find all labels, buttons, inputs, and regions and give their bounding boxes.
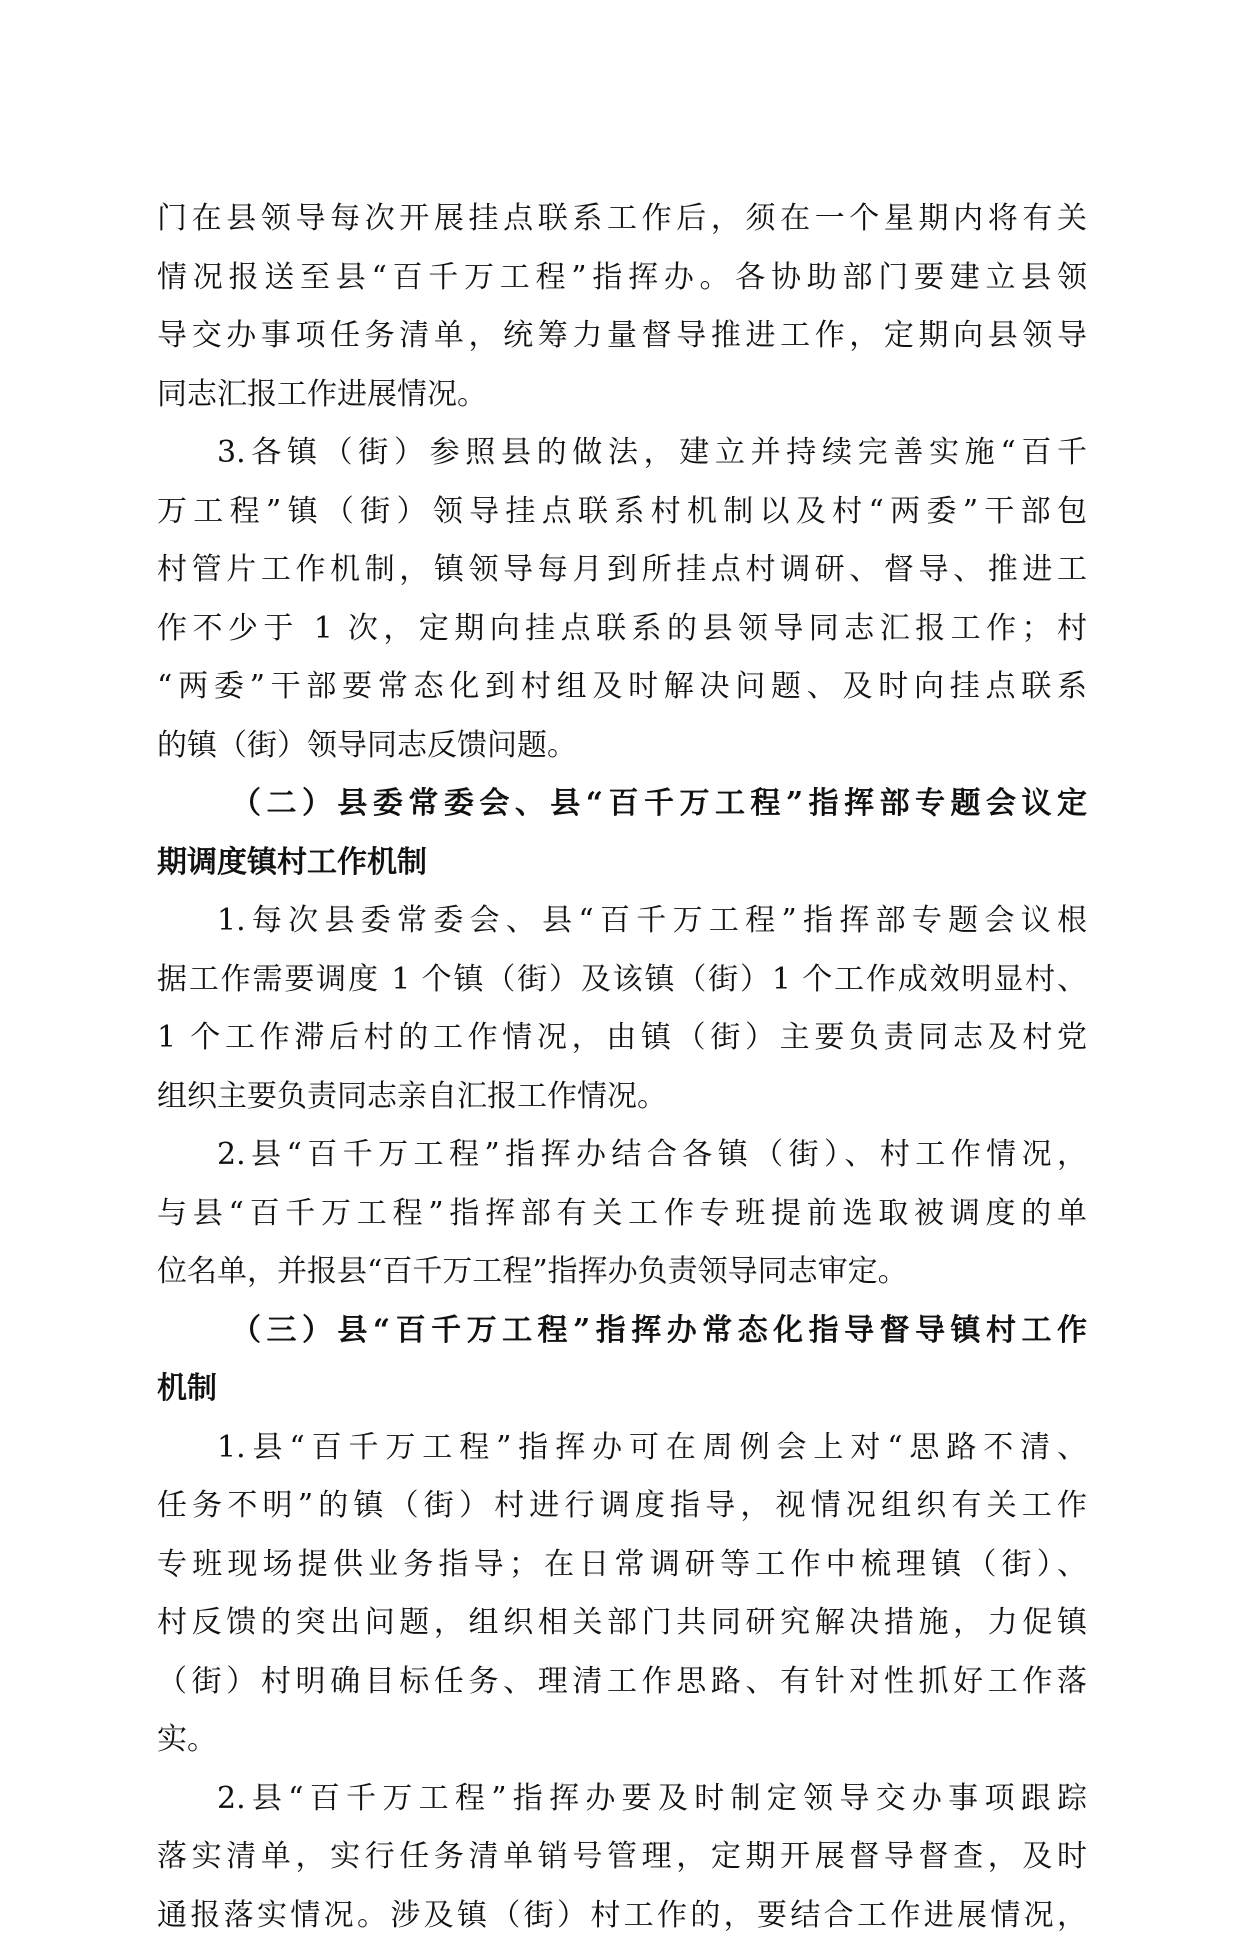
text-line: 专班现场提供业务指导；在日常调研等工作中梳理镇（街）、 bbox=[157, 1536, 1087, 1595]
text-line: 据工作需要调度 1 个镇（街）及该镇（街）1 个工作成效明显村、 bbox=[157, 951, 1087, 1010]
text-line: 同志汇报工作进展情况。 bbox=[157, 366, 1087, 425]
section-heading: （三）县“百千万工程”指挥办常态化指导督导镇村工作 bbox=[157, 1302, 1087, 1361]
text-line: （街）村明确目标任务、理清工作思路、有针对性抓好工作落 bbox=[157, 1653, 1087, 1712]
text-line: 3.各镇（街）参照县的做法，建立并持续完善实施“百千 bbox=[157, 424, 1087, 483]
text-line: 1 个工作滞后村的工作情况，由镇（街）主要负责同志及村党 bbox=[157, 1009, 1087, 1068]
text-line: 实。 bbox=[157, 1711, 1087, 1770]
text-line: 作不少于 1 次，定期向挂点联系的县领导同志汇报工作；村 bbox=[157, 600, 1087, 659]
text-line: 1.县“百千万工程”指挥办可在周例会上对“思路不清、 bbox=[157, 1419, 1087, 1478]
text-line: 2.县“百千万工程”指挥办结合各镇（街）、村工作情况， bbox=[157, 1126, 1087, 1185]
text-line: 2.县“百千万工程”指挥办要及时制定领导交办事项跟踪 bbox=[157, 1770, 1087, 1829]
text-line: 与县“百千万工程”指挥部有关工作专班提前选取被调度的单 bbox=[157, 1185, 1087, 1244]
section-heading: 机制 bbox=[157, 1360, 1087, 1419]
section-heading: （二）县委常委会、县“百千万工程”指挥部专题会议定 bbox=[157, 775, 1087, 834]
text-line: 位名单，并报县“百千万工程”指挥办负责领导同志审定。 bbox=[157, 1243, 1087, 1302]
text-line: 任务不明”的镇（街）村进行调度指导，视情况组织有关工作 bbox=[157, 1477, 1087, 1536]
section-heading: 期调度镇村工作机制 bbox=[157, 834, 1087, 893]
text-line: 门在县领导每次开展挂点联系工作后，须在一个星期内将有关 bbox=[157, 190, 1087, 249]
text-line: 情况报送至县“百千万工程”指挥办。各协助部门要建立县领 bbox=[157, 249, 1087, 308]
text-line: 通报落实情况。涉及镇（街）村工作的，要结合工作进展情况， bbox=[157, 1887, 1087, 1945]
text-line: “两委”干部要常态化到村组及时解决问题、及时向挂点联系 bbox=[157, 658, 1087, 717]
text-line: 村反馈的突出问题，组织相关部门共同研究解决措施，力促镇 bbox=[157, 1594, 1087, 1653]
text-line: 导交办事项任务清单，统筹力量督导推进工作，定期向县领导 bbox=[157, 307, 1087, 366]
text-line: 落实清单，实行任务清单销号管理，定期开展督导督查，及时 bbox=[157, 1828, 1087, 1887]
text-line: 村管片工作机制，镇领导每月到所挂点村调研、督导、推进工 bbox=[157, 541, 1087, 600]
text-line: 万工程”镇（街）领导挂点联系村机制以及村“两委”干部包 bbox=[157, 483, 1087, 542]
text-line: 组织主要负责同志亲自汇报工作情况。 bbox=[157, 1068, 1087, 1127]
document-page bbox=[157, 190, 1087, 1945]
text-line: 1.每次县委常委会、县“百千万工程”指挥部专题会议根 bbox=[157, 892, 1087, 951]
text-line: 的镇（街）领导同志反馈问题。 bbox=[157, 717, 1087, 776]
